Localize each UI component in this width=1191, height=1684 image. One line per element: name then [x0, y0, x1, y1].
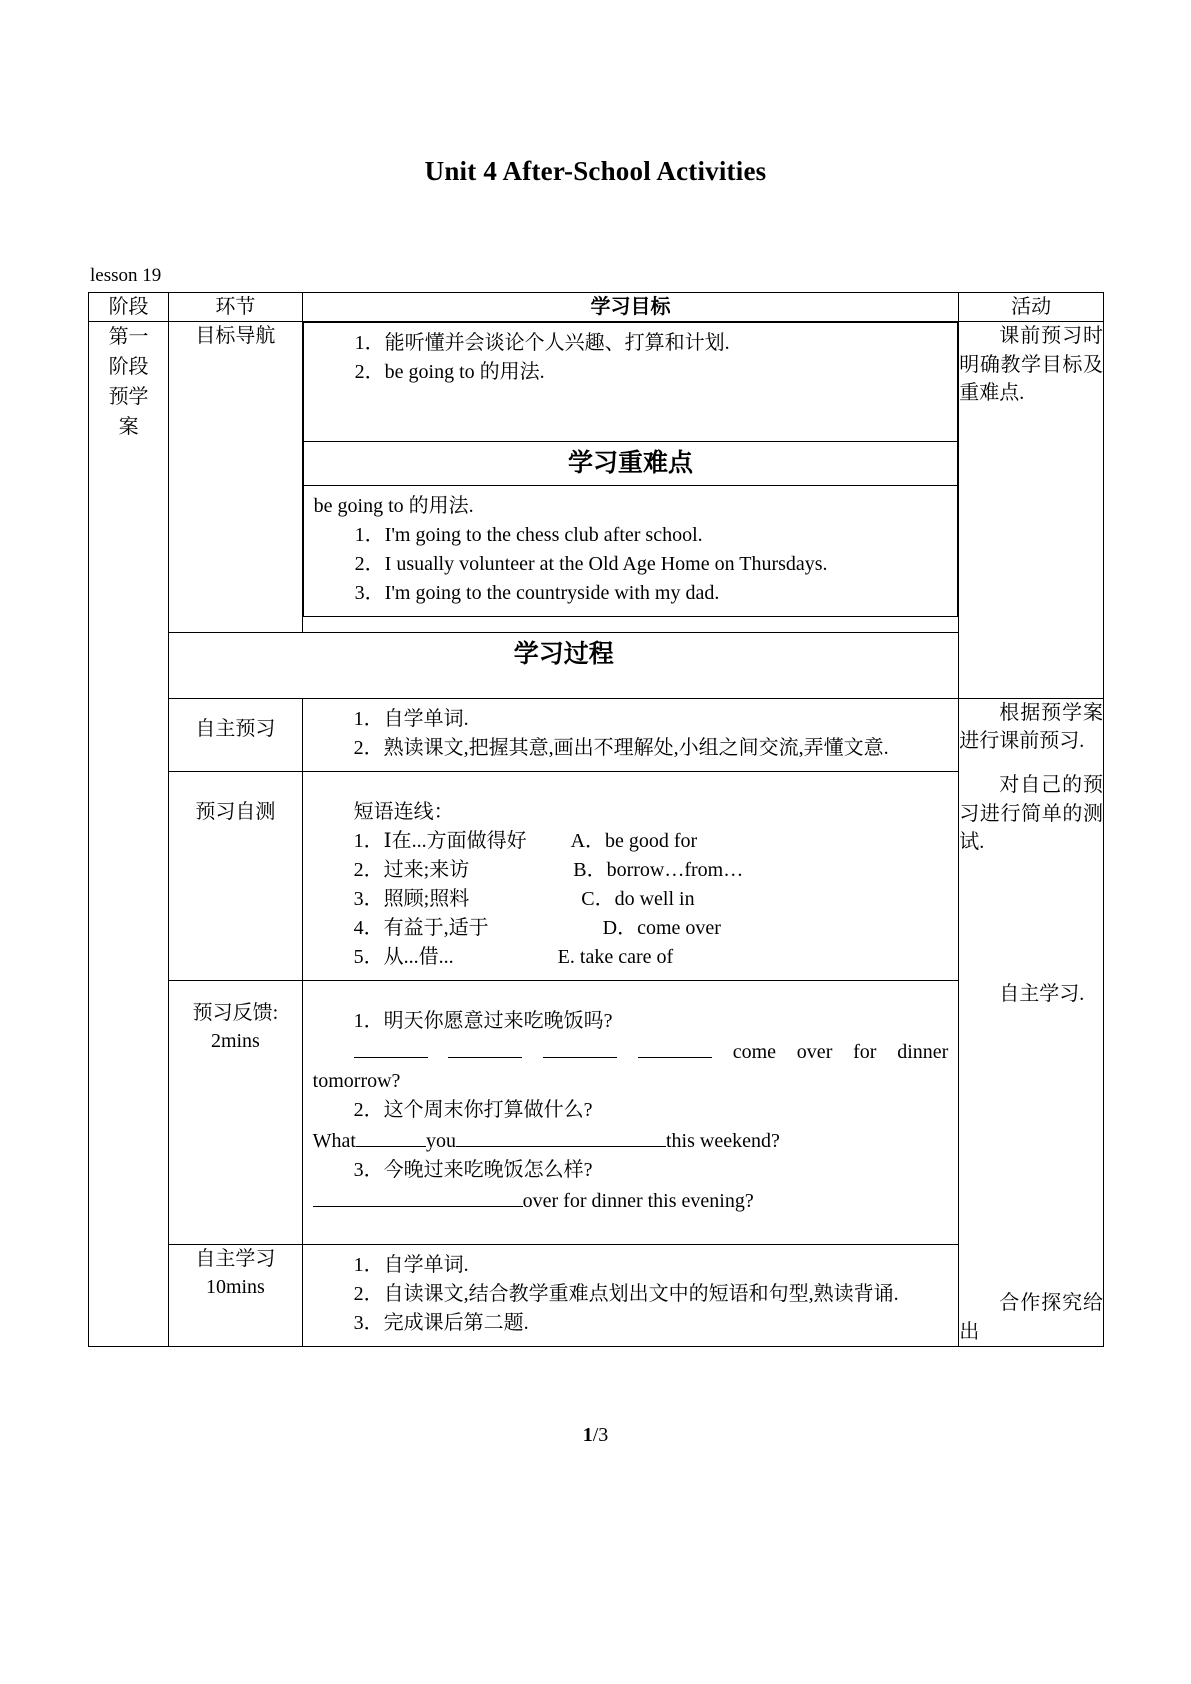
feedback-q1-cn: 1．明天你愿意过来吃晚饭吗?	[353, 1009, 613, 1032]
match-row-1	[313, 827, 949, 856]
feedback-q2-en	[313, 1125, 949, 1156]
table-header-row	[89, 293, 1104, 322]
activity-block-5-text: 合作探究给出	[959, 1292, 1103, 1343]
process-title-cell	[169, 633, 959, 699]
blank-q2-4[interactable]	[596, 1125, 666, 1147]
link-self-test	[169, 771, 303, 980]
activity-block-3	[959, 771, 1104, 980]
blank-q1-1[interactable]	[354, 1036, 428, 1058]
table-body-row	[89, 322, 1104, 633]
stage-line-1: 第一	[108, 326, 149, 349]
header-goal: 学习目标	[302, 293, 959, 322]
feedback-q3-en	[313, 1185, 949, 1216]
header-link: 环节	[169, 293, 303, 322]
blank-q1-2[interactable]	[448, 1036, 522, 1058]
header-activity: 活动	[959, 293, 1104, 322]
match-left-5: 5．从...借...	[353, 945, 454, 968]
feedback-q1-en	[313, 1036, 949, 1067]
link-self-preview-label: 自主预习	[195, 717, 276, 740]
self-study-row	[89, 1244, 1104, 1346]
match-row-2	[313, 856, 949, 885]
link-preview-feedback	[169, 980, 303, 1244]
match-right-5: E. take care of	[557, 945, 674, 968]
link-self-study	[169, 1244, 303, 1346]
blank-q1-4[interactable]	[638, 1036, 712, 1058]
page-title: Unit 4 After-School Activities	[424, 156, 767, 186]
goal-objective-2: 2．be going to 的用法.	[354, 361, 545, 384]
goal-objective-1: 1．能听懂并会谈论个人兴趣、打算和计划.	[354, 332, 730, 355]
lesson-plan-table	[88, 292, 1104, 1347]
feedback-q1-tail-text: come over for dinner	[732, 1040, 949, 1063]
self-study-item-1: 1．自学单词.	[353, 1253, 469, 1276]
blank-q3-1[interactable]	[313, 1185, 383, 1207]
page-footer	[0, 1424, 1191, 1447]
process-title-row	[89, 633, 1104, 699]
blank-q3-2[interactable]	[383, 1185, 453, 1207]
stage-line-2: 阶段	[108, 356, 149, 379]
key-points-body	[303, 485, 958, 616]
link-preview-feedback-label-2: 2mins	[210, 1030, 260, 1053]
key-point-1: 1．I'm going to the chess club after school.	[354, 523, 703, 546]
match-right-3: C．do well in	[581, 887, 695, 910]
link-self-study-label-1: 自主学习	[195, 1247, 276, 1270]
activity-block-1-text: 课前预习时明确教学目标及重难点.	[959, 325, 1103, 405]
activity-block-4-text: 自主学习.	[999, 983, 1085, 1006]
self-study-item-2: 2．自读课文,结合教学重难点划出文中的短语和句型,熟读背诵.	[353, 1282, 899, 1305]
stage-cell	[89, 322, 169, 1347]
self-preview-item-2: 2．熟读课文,把握其意,画出不理解处,小组之间交流,弄懂文意.	[353, 736, 889, 759]
activity-block-4	[959, 980, 1104, 1244]
stage-line-4: 案	[118, 416, 139, 439]
stage-line-3: 预学	[108, 386, 149, 409]
self-test-row	[89, 771, 1104, 980]
match-right-2: B．borrow…from…	[573, 858, 744, 881]
page-number-separator: /	[592, 1424, 599, 1446]
self-study-item-3: 3．完成课后第二题.	[353, 1311, 529, 1334]
key-point-2: 2．I usually volunteer at the Old Age Home on Thursdays.	[354, 552, 828, 575]
header-stage: 阶段	[89, 293, 169, 322]
match-left-2: 2．过来;来访	[353, 858, 470, 881]
preview-feedback-row	[89, 980, 1104, 1244]
link-self-preview	[169, 698, 303, 771]
goal-cell-block1	[302, 322, 959, 633]
activity-block-3-text: 对自己的预习进行简单的测试.	[959, 774, 1103, 854]
feedback-q2-mid: you	[425, 1129, 456, 1152]
feedback-q2-cn: 2．这个周末你打算做什么?	[353, 1098, 593, 1121]
match-row-3	[313, 885, 949, 914]
page-number-total: 3	[598, 1424, 609, 1446]
blank-q2-3[interactable]	[526, 1125, 596, 1147]
self-test-body	[302, 771, 959, 980]
match-row-4	[313, 914, 949, 943]
match-left-4: 4．有益于,适于	[353, 916, 489, 939]
match-row-5	[313, 943, 949, 972]
link-self-test-label: 预习自测	[195, 800, 276, 823]
key-point-0: be going to 的用法.	[313, 494, 474, 517]
blank-q2-2[interactable]	[456, 1125, 526, 1147]
feedback-q1-tail: tomorrow?	[312, 1069, 401, 1092]
blank-q3-3[interactable]	[453, 1185, 523, 1207]
activity-block-2	[959, 698, 1104, 771]
self-study-body	[302, 1244, 959, 1346]
self-preview-body	[302, 698, 959, 771]
goal-objectives	[303, 323, 958, 442]
match-left-3: 3．照顾;照料	[353, 887, 470, 910]
match-left-1: 1．Ⅰ在...方面做得好	[353, 829, 527, 852]
self-preview-item-1: 1．自学单词.	[353, 707, 469, 730]
match-exercise-title: 短语连线：	[353, 800, 454, 823]
match-right-1: A．be good for	[570, 829, 698, 852]
match-right-4: D．come over	[602, 916, 721, 939]
key-point-3: 3．I'm going to the countryside with my dad.	[354, 581, 720, 604]
link-self-study-label-2: 10mins	[205, 1276, 265, 1299]
key-points-title-row	[303, 442, 958, 486]
feedback-q2-prefix: What	[312, 1129, 356, 1152]
feedback-q3-cn: 3．今晚过来吃晚饭怎么样?	[353, 1158, 593, 1181]
blank-q1-3[interactable]	[543, 1036, 617, 1058]
feedback-q2-suffix: this weekend?	[665, 1129, 780, 1152]
link-preview-feedback-label-1: 预习反馈:	[192, 1001, 279, 1024]
self-preview-row	[89, 698, 1104, 771]
activity-block-5	[959, 1244, 1104, 1346]
feedback-q3-suffix: over for dinner this evening?	[522, 1189, 754, 1212]
preview-feedback-body	[302, 980, 959, 1244]
lesson-label: lesson 19	[90, 265, 162, 286]
page-number-current: 1	[582, 1424, 593, 1446]
activity-block-2-text: 根据预学案进行课前预习.	[959, 701, 1103, 753]
link-goal-navigation-label: 目标导航	[195, 325, 276, 348]
key-points-title: 学习重难点	[567, 450, 693, 478]
blank-q2-1[interactable]	[356, 1125, 426, 1147]
process-title: 学习过程	[513, 641, 614, 669]
activity-block-1	[959, 322, 1104, 699]
link-goal-navigation	[169, 322, 303, 633]
